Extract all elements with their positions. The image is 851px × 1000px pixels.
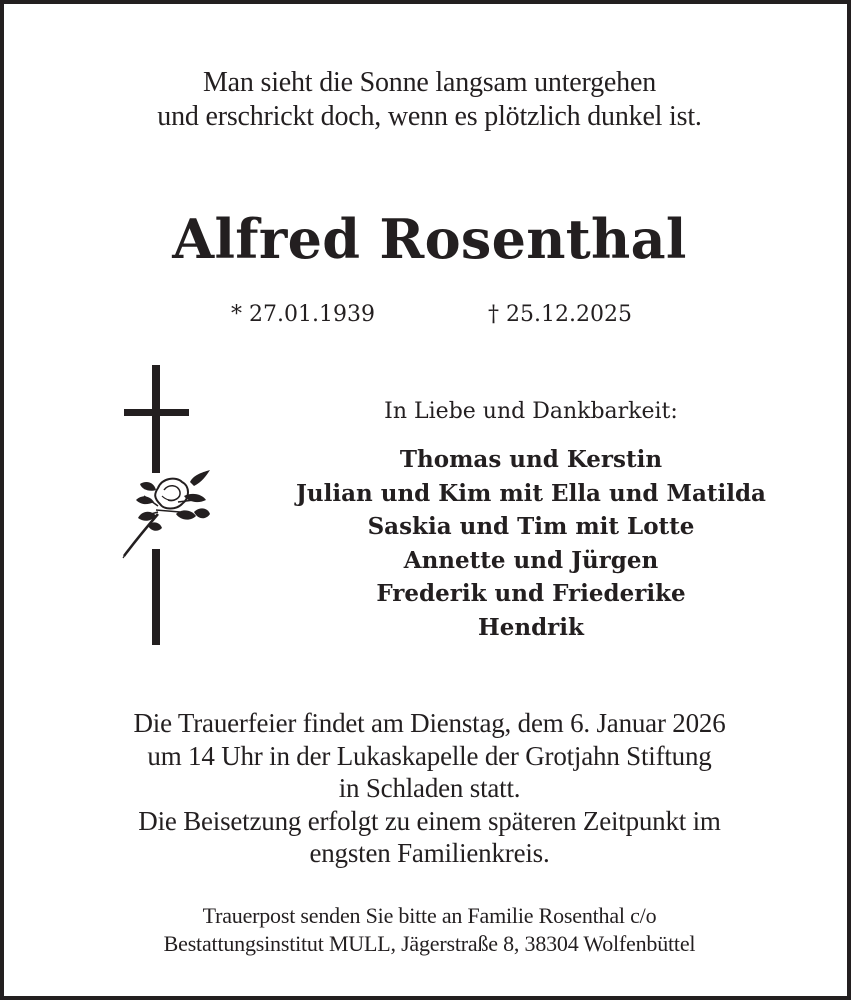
rose-icon xyxy=(118,466,218,562)
motto-verse xyxy=(4,66,851,134)
mourner-entry: Thomas und Kerstin xyxy=(399,446,663,473)
condolence-address xyxy=(4,902,851,958)
service-line: engsten Familienkreis. xyxy=(309,838,550,868)
address-line: Bestattungsinstitut MULL, Jägerstraße 8, 38304 Wolfenbüttel xyxy=(163,931,696,956)
mourner-entry: Julian und Kim mit Ella und Matilda xyxy=(296,479,766,507)
mourner-entry: Frederik und Friederike xyxy=(376,580,686,608)
funeral-service-info xyxy=(4,707,851,870)
mourner-entry: Hendrik xyxy=(478,613,584,641)
cross-lower-bar xyxy=(152,549,160,645)
address-line: Trauerpost senden Sie bitte an Familie Rosenthal c/o xyxy=(202,903,657,928)
service-line: Die Beisetzung erfolgt zu einem späteren Zeitpunkt im xyxy=(138,805,721,836)
motto-line: und erschrickt doch, wenn es plötzlich dunkel ist. xyxy=(157,101,702,132)
service-line: in Schladen statt. xyxy=(338,773,521,803)
mourner-entry: Annette und Jürgen xyxy=(403,546,659,574)
cross-crossbar xyxy=(124,409,189,416)
deceased-name: Alfred Rosenthal xyxy=(172,207,687,271)
mourners-list xyxy=(258,443,804,645)
mourner-entry: Saskia und Tim mit Lotte xyxy=(367,513,695,541)
motto-line: Man sieht die Sonne langsam untergehen xyxy=(202,67,656,98)
birth-date: * 27.01.1939 xyxy=(231,302,375,327)
service-line: Die Trauerfeier findet am Dienstag, dem 6. Januar 2026 xyxy=(133,708,726,738)
cross-upper-bar xyxy=(152,365,160,473)
death-date: † 25.12.2025 xyxy=(488,302,632,327)
service-line: um 14 Uhr in der Lukaskapelle der Grotjahn Stiftung xyxy=(147,740,712,771)
mourners-intro: In Liebe und Dankbarkeit: xyxy=(384,399,678,424)
